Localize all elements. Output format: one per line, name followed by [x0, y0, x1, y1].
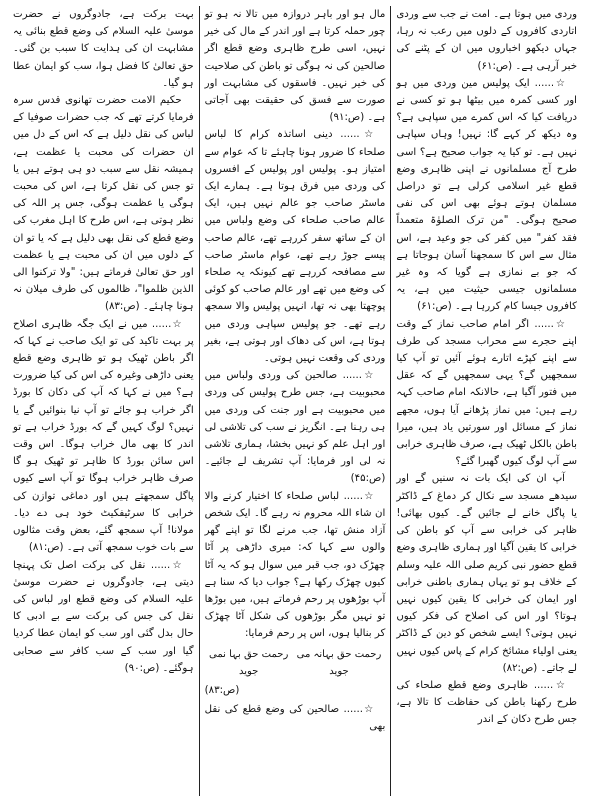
column-right	[391, 6, 582, 796]
paragraph: ☆...... ظاہری وضع قطع صلحاء کی طرح رکھنا باطن کی حفاظت کا تالا ہے، جس طرح دکان کے اندر	[396, 679, 577, 726]
paragraph: ☆...... لباس صلحاء کا اختیار کرنے والا ان شاء اللہ محروم نہ رہے گا۔ ایک شخص آزاد منش تھا، جب مرنے لگا تو اپنے گھر والوں سے کہا کہ: میری داڑھی پر آٹا چھڑک دو، جب قبر میں سوال ہو کہ یہ آٹا کیوں چھڑک رکھا ہے؟ جواب دیا کہ سنا ہے آپ بوڑھوں پر رحم فرماتے ہیں، میں بوڑھا تو نہیں مگر بوڑھوں کی شکل آٹا چھڑک کر بنالیا ہوں، اس پر رحم فرمایا:	[204, 490, 386, 640]
paragraph: مال ہو اور باہر دروازہ میں تالا نہ ہو تو چور حملہ کرتا ہے اور اندر کے مال کی خیر نہیں، اسی طرح ظاہری وضع قطع اگر صالحین کی نہ ہوگی تو باطن کی صلاحیت کی خیر نہیں۔ فاسقوں کی مشابہت اور صورت سے فسق کی حقیقت بھی آجاتی ہے۔ (ص:۹۱)	[204, 9, 386, 124]
paragraph: ☆...... ایک پولیس مین وردی میں ہو اور کسی کمرہ میں بیٹھا ہو تو کسی نے دریافت کیا کہ اس کمرے میں سپاہی ہے؟ وہ دیکھ کر کہے گا: نہیں! وہاں سپاہی نہیں ہے۔ تو کیا یہ جواب صحیح ہے؟ اسی طرح آج مسلمانوں نے اپنی ظاہری وضع قطع غیر اسلامی کرلی ہے تو دراصل مسلمان ہوتے ہوئے بھی اس کی نفی صحیح ہوگی۔ "من ترک الصلوٰۃ متعمداً فقد کفر" میں کفر کی جو وعید ہے، اس مثال سے اس کا سمجھنا آسان ہوجاتا ہے کہ جو بے نمازی ہے گویا کہ وہ غیر مسلمانوں جیسی حیثیت میں ہے، یہ کافروں جیسا کام کررہا ہے۔ (ص:۶۱)	[396, 77, 577, 313]
paragraph: وردی میں ہوتا ہے۔ امت نے جب سے وردی اتاردی کافروں کے دلوں میں رعب نہ رہا، جہاں دیکھو اخباروں میں ان کے پٹنے کی خبر آرہی ہے۔ (ص:۶۱)	[396, 9, 577, 72]
paragraph: ☆...... میں نے ایک جگہ ظاہری اصلاح پر بہت تاکید کی تو ایک صاحب نے کہا کہ اگر باطن ٹھیک ہو تو ظاہری وضع قطع یعنی داڑھی وغیرہ کی اس کی کیا ضرورت ہے؟ میں نے کہا کہ آپ کی دکان کا بورڈ اگر خراب ہو جائے تو آپ نیا بنوائیں گے یا نہیں؟ لوگ کہیں گے کہ بورڈ خراب ہے تو اندر کا بھی مال خراب ہوگا۔ اس وقت اس سائن بورڈ کا ظاہر تو ٹھیک ہو گا صرف ظاہر خراب ہوگا تو آپ اسے کیوں پاگل سمجھتے ہیں اور دماغی توازن کی خرابی کا سرٹیفکیٹ خود ہی دے دیا۔ مولانا! آپ سمجھ گئے، بعض وقت مثالوں سے بات خوب سمجھ آتی ہے۔ (ص:۸۱)	[12, 318, 194, 554]
column-left	[8, 6, 200, 796]
paragraph: ☆...... صالحین کی وردی ولباس میں محبوبیت ہے، جس طرح پولیس کی وردی میں محبوبیت ہے اور جنت کی وردی میں ہی رہنا ہے۔ انگریز نے سب کی تلاشی لی اور اہل علم کو نہیں بخشا، ہماری تلاشی نہ لی اور فرمایا: آپ تشریف لے جائیے۔ (ص:۴۵)	[204, 370, 386, 485]
paragraph: ☆...... اگر امام صاحب نماز کے وقت اپنے حجرے سے محراب مسجد کی طرف سے اپنے کپڑے اتارے ہوئے آئیں تو آپ کیا سمجھیں گے؟ یہی سمجھیں گے کہ عقل میں فتور آگیا ہے، حالانکہ امام صاحب کہہ رہے ہیں: میں نماز پڑھانے آیا ہوں، مجھے نماز کے مسائل اور سورتیں یاد ہیں، میرا باطن بالکل ٹھیک ہے، صرف ظاہری خرابی سے آپ لوگ کیوں گھبرا گئے؟	[396, 318, 577, 468]
paragraph: ☆...... نقل کی برکت اصل تک پہنچا دیتی ہے، جادوگروں نے حضرت موسیٰ علیہ السلام کی وضع قطع اور لباس کی نقل کی جس کی برکت سے بے ادبی کا حال بدل گئی اور سب کو ایمان عطا کردیا گیا اور سب کے سب کافر سے صحابی ہوگئے۔ (ص:۹۰)	[12, 559, 194, 674]
verse-couplet	[205, 646, 386, 680]
column-middle	[200, 6, 392, 796]
verse-line: رحمت حق بہانہ می جوید	[296, 648, 382, 677]
text-columns	[8, 6, 582, 796]
page-reference: (ص:۸۳)	[204, 684, 240, 696]
paragraph: ☆...... صالحین کی وضع قطع کی نقل بھی	[204, 704, 386, 733]
paragraph: ☆...... دینی اساتذہ کرام کا لباس صلحاء کا ضرور ہونا چاہئے تا کہ عوام سے امتیاز ہو۔ پولیس اور پولیس کے افسروں کی وردی میں فرق ہوتا ہے۔ ہمارے ایک ماسٹر صاحب جو عالم نہیں ہیں، ایک عالم صاحب صلحاء کی وضع ولباس میں ان کے ساتھ سفر کررہے تھے، عالم صاحب پیسے جوڑ رہے تھے، عوام ماسٹر صاحب سے مصافحہ کررہے تھے کیونکہ یہ صلحاء کی وضع میں تھے اور عالم صاحب کو کوئی پوچھتا بھی نہ تھا، انہیں پولیس والا سمجھ رہے تھے۔ جو پولیس سپاہی وردی میں ہوتا ہے، اس کی دھاک اور ہوتی ہے، بغیر وردی کی وقعت نہیں ہوتی۔	[204, 129, 386, 365]
paragraph: بہت برکت ہے، جادوگروں نے حضرت موسیٰ علیہ السلام کی وضع قطع بنائی یہ مشابہت ان کی ہدایت کا سبب بن گئی۔ حق تعالیٰ کا فضل ہوا، سب کو ایمان عطا ہو گیا۔	[12, 9, 194, 89]
paragraph: حکیم الامت حضرت تھانوی قدس سرہ فرمایا کرتے تھے کہ جب حضرات صوفیا کے لباس کی نقل دلیل ہے کہ اس کے دل میں ان حضرات کی محبت یا عظمت ہے، ہمیشہ نقل سے سبب دو ہی ہوتے ہیں یا تو جس کی نقل کرتا ہے، اس کی محبت ہوگی یا عظمت ہوگی، جس پر اللہ کی نظر ہوتی ہے، اس طرح کا اہل مغرب کی وضع قطع کی نقل بھی دلیل ہے کہ یا تو ان کے دلوں میں ان کی محبت ہے یا عظمت اور حق تعالیٰ فرماتے ہیں: "ولا ترکنوا الی الذین ظلموا"، ظالموں کی طرف میلان نہ ہونا چاہئے۔ (ص:۸۳)	[12, 95, 194, 313]
verse-line: رحمت حق بہا نمی جوید	[209, 648, 289, 677]
paragraph: آپ ان کی ایک بات نہ سنیں گے اور سیدھے مسجد سے نکال کر دماغ کے ڈاکٹر یا پاگل خانے لے جائیں گے۔ کیوں بھائی! ظاہر کی خرابی سے آپ کو باطن کی خرابی کا یقین آگیا اور ہماری ظاہری وضع قطع حضور نبی کریم صلی اللہ علیہ وسلم کے خلاف ہو تو یہاں ہماری باطنی خرابی اور ایمان کی خرابی کا یقین کیوں نہیں ہوتا؟ اور اس کی اصلاح کی فکر کیوں نہیں ہوتی؟ ایسے شخص کو دین کے ڈاکٹر یعنی اولیاء مشائخ کرام کے پاس کیوں نہیں لے جاتے۔ (ص:۸۲)	[396, 473, 577, 674]
